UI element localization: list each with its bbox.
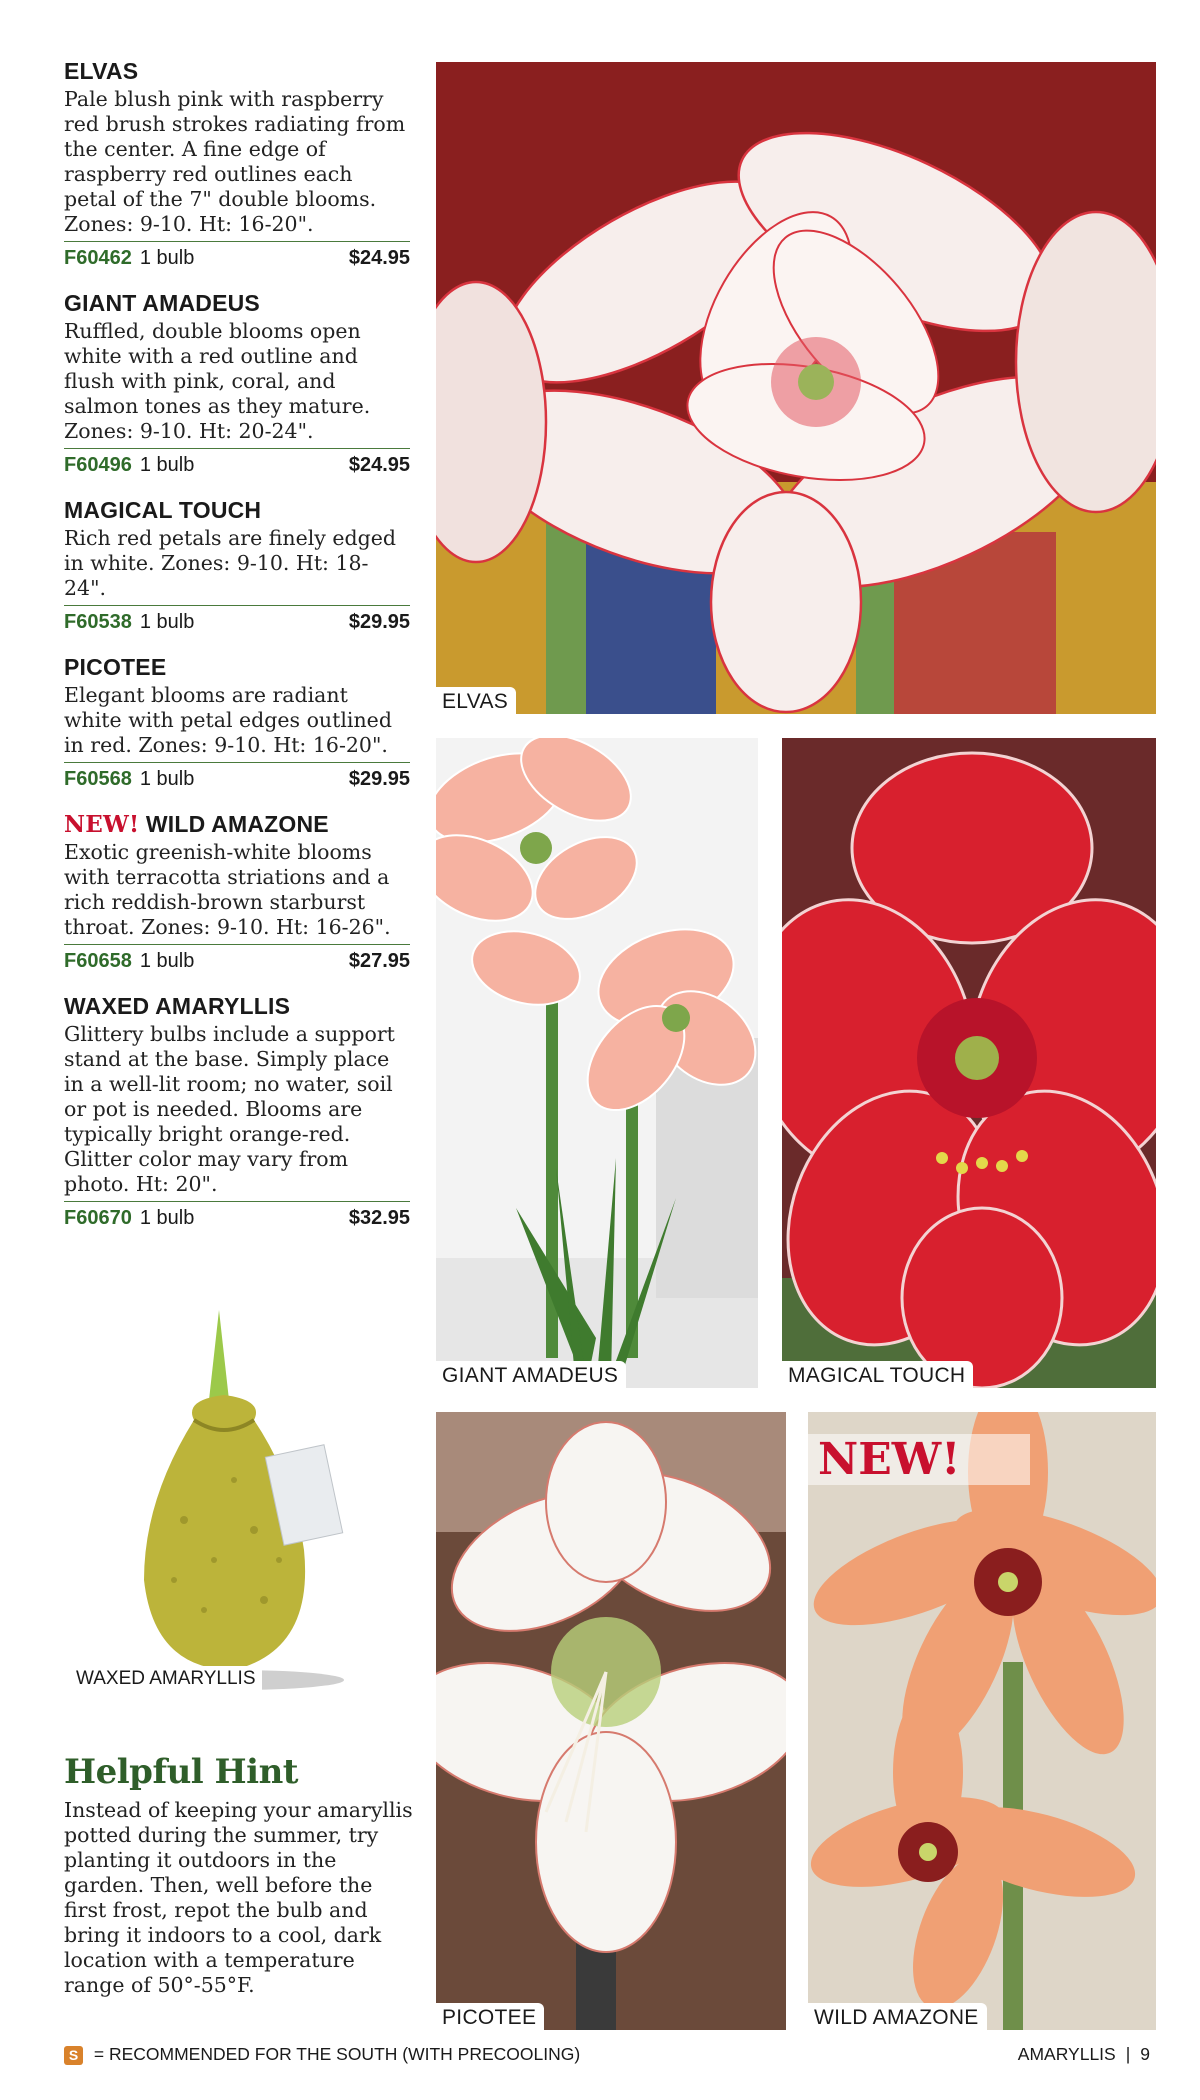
product-quantity: 1 bulb xyxy=(139,454,195,476)
product-name: WAXED AMARYLLIS xyxy=(64,993,291,1019)
order-line xyxy=(64,762,410,791)
product-quantity: 1 bulb xyxy=(139,950,195,972)
hint-title: Helpful Hint xyxy=(64,1752,299,1792)
picotee-flower-illustration xyxy=(436,1412,786,2030)
new-badge: NEW! xyxy=(808,1434,1030,1485)
helpful-hint xyxy=(64,1752,414,1998)
product-sku: F60658 xyxy=(64,950,132,972)
order-line xyxy=(64,448,410,477)
elvas-flower-illustration xyxy=(436,62,1156,714)
order-line xyxy=(64,241,410,270)
product-price: $27.95 xyxy=(348,950,410,972)
product-quantity: 1 bulb xyxy=(139,247,195,269)
photo-caption: GIANT AMADEUS xyxy=(436,1361,626,1388)
photo-caption: WAXED AMARYLLIS xyxy=(70,1666,262,1692)
photo-picotee xyxy=(436,1412,786,2030)
product-name: MAGICAL TOUCH xyxy=(64,497,262,523)
photo-caption: WILD AMAZONE xyxy=(808,2003,987,2030)
product-sku: F60568 xyxy=(64,768,132,790)
photo-giant-amadeus xyxy=(436,738,758,1388)
order-line xyxy=(64,605,410,634)
photo-caption: MAGICAL TOUCH xyxy=(782,1361,973,1388)
hint-text: Instead of keeping your amaryllis potted during the summer, try planting it outdoors in the garden. Then, well before the first frost, repot the bulb and bring it indoors to a cool, dark location with a temperature range of 50°-55°F. xyxy=(64,1798,413,1997)
product-quantity: 1 bulb xyxy=(139,611,195,633)
product-sku: F60462 xyxy=(64,247,132,269)
product-sku: F60670 xyxy=(64,1207,132,1229)
product-picotee xyxy=(64,654,410,791)
new-label: NEW! xyxy=(64,811,140,838)
product-sku: F60538 xyxy=(64,611,132,633)
south-badge-icon: S xyxy=(64,2046,83,2065)
photo-caption: PICOTEE xyxy=(436,2003,544,2030)
product-description: Rich red petals are finely edged in white. Zones: 9-10. Ht: 18-24". xyxy=(64,526,397,600)
photo-wild-amazone xyxy=(808,1412,1156,2030)
photo-elvas xyxy=(436,62,1156,714)
product-description: Pale blush pink with raspberry red brush strokes radiating from the center. A fine edge of raspberry red outlines each petal of the 7" double blooms. Zones: 9-10. Ht: 16-20". xyxy=(64,87,406,236)
waxed-bulb-illustration xyxy=(64,1300,384,1700)
product-price: $24.95 xyxy=(348,454,410,476)
product-price: $29.95 xyxy=(348,611,410,633)
product-list xyxy=(64,58,410,1250)
product-name: PICOTEE xyxy=(64,654,167,680)
product-quantity: 1 bulb xyxy=(139,768,195,790)
order-line xyxy=(64,1201,410,1230)
photo-magical-touch xyxy=(782,738,1156,1388)
product-description: Ruffled, double blooms open white with a red outline and flush with pink, coral, and salmon tones as they mature. Zones: 9-10. Ht: 20-24". xyxy=(64,319,371,443)
product-description: Glittery bulbs include a support stand at the base. Simply place in a well-lit room; no water, soil or pot is needed. Blooms are typically bright orange-red. Glitter color may vary from photo. Ht: 20". xyxy=(64,1022,395,1196)
product-magical-touch xyxy=(64,497,410,634)
magical-touch-flower-illustration xyxy=(782,738,1156,1388)
legend-text: = RECOMMENDED FOR THE SOUTH (WITH PRECOOLING) xyxy=(93,2044,581,2064)
photo-caption: ELVAS xyxy=(436,687,516,714)
giant-amadeus-flower-illustration xyxy=(436,738,758,1388)
product-price: $24.95 xyxy=(348,247,410,269)
product-elvas xyxy=(64,58,410,270)
footer-legend xyxy=(64,2044,1018,2065)
product-quantity: 1 bulb xyxy=(139,1207,195,1229)
page-number: 9 xyxy=(1140,2044,1150,2064)
page-footer xyxy=(64,2044,1150,2065)
product-name: NEW! WILD AMAZONE xyxy=(64,811,329,838)
product-name: ELVAS xyxy=(64,58,139,84)
product-sku: F60496 xyxy=(64,454,132,476)
photo-waxed-amaryllis xyxy=(64,1300,384,1700)
product-name: GIANT AMADEUS xyxy=(64,290,260,316)
wild-amazone-flower-illustration xyxy=(808,1412,1156,2030)
product-price: $29.95 xyxy=(348,768,410,790)
product-price: $32.95 xyxy=(348,1207,410,1229)
product-waxed-amaryllis xyxy=(64,993,410,1230)
section-name: AMARYLLIS xyxy=(1017,2044,1116,2064)
product-wild-amazone xyxy=(64,811,410,973)
product-description: Exotic greenish-white blooms with terracotta striations and a rich reddish-brown starburst throat. Zones: 9-10. Ht: 16-26". xyxy=(64,840,391,939)
product-description: Elegant blooms are radiant white with petal edges outlined in red. Zones: 9-10. Ht: 16-20". xyxy=(64,683,392,757)
order-line xyxy=(64,944,410,973)
product-giant-amadeus xyxy=(64,290,410,477)
footer-separator: | xyxy=(1125,2044,1131,2064)
